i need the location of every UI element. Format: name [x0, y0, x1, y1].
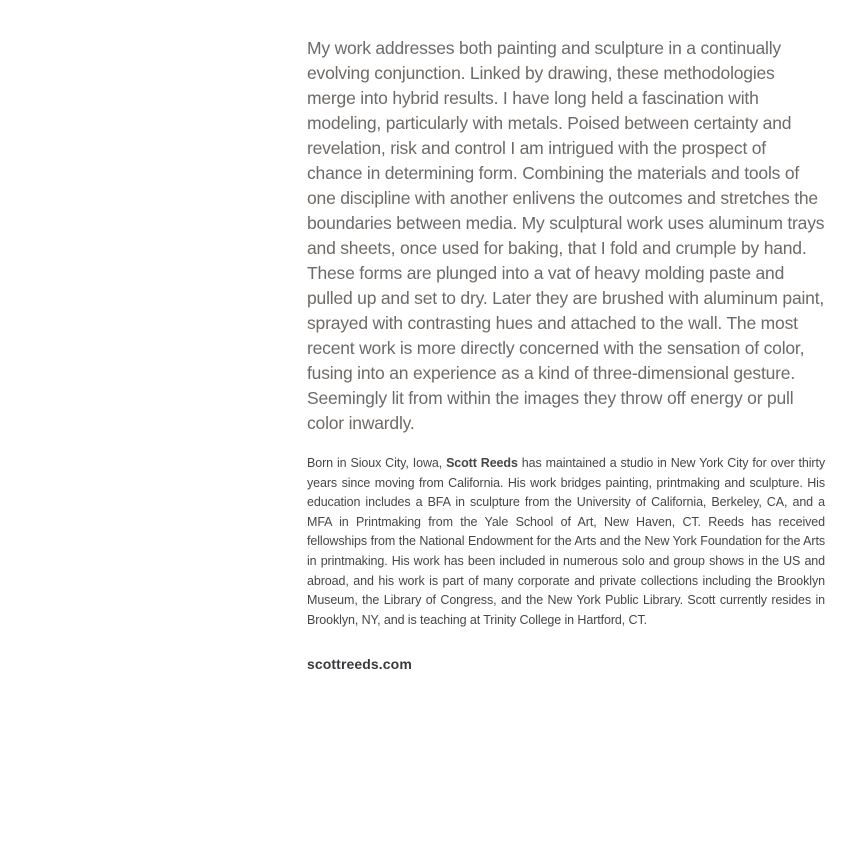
bio-text-before-name: Born in Sioux City, Iowa, — [307, 456, 447, 470]
content-column — [307, 36, 825, 673]
bio-text-after-name: has maintained a studio in New York City for over thirty years since moving from California. His work bridges painting, printmaking and sculpture. His education includes a BFA in sculpture from the University of California, Berkeley, CA, and a MFA in Printmaking from the Yale School of Art, New Haven, CT. Reeds has received fellowships from the National Endowment for the Arts and the New York Foundation for the Arts in printmaking. His work has been included in numerous solo and group shows in the US and abroad, and his work is part of many corporate and private collections including the Brooklyn Museum, the Library of Congress, and the New York Public Library. Scott currently resides in Brooklyn, NY, and is teaching at Trinity College in Hartford, CT. — [307, 456, 825, 627]
artist-name: Scott Reeds — [446, 456, 518, 470]
bio-paragraph — [307, 454, 825, 630]
artist-statement-paragraph: My work addresses both painting and sculpture in a continually evolving conjunction. Linked by drawing, these methodologies merge into hybrid results. I have long held a fascination with modeling, particularly with metals. Poised between certainty and revelation, risk and control I am intrigued with the prospect of chance in determining form. Combining the materials and tools of one discipline with another enlivens the outcomes and stretches the boundaries between media. My sculptural work uses aluminum trays and sheets, once used for baking, that I fold and crumple by hand. These forms are plunged into a vat of heavy molding paste and pulled up and set to dry. Later they are brushed with aluminum paint, sprayed with contrasting hues and attached to the wall. The most recent work is more directly concerned with the sensation of color, fusing into an experience as a kind of three-dimensional gesture. Seemingly lit from within the images they throw off energy or pull color inwardly. — [307, 38, 825, 433]
website-url: scottreeds.com — [307, 656, 412, 673]
